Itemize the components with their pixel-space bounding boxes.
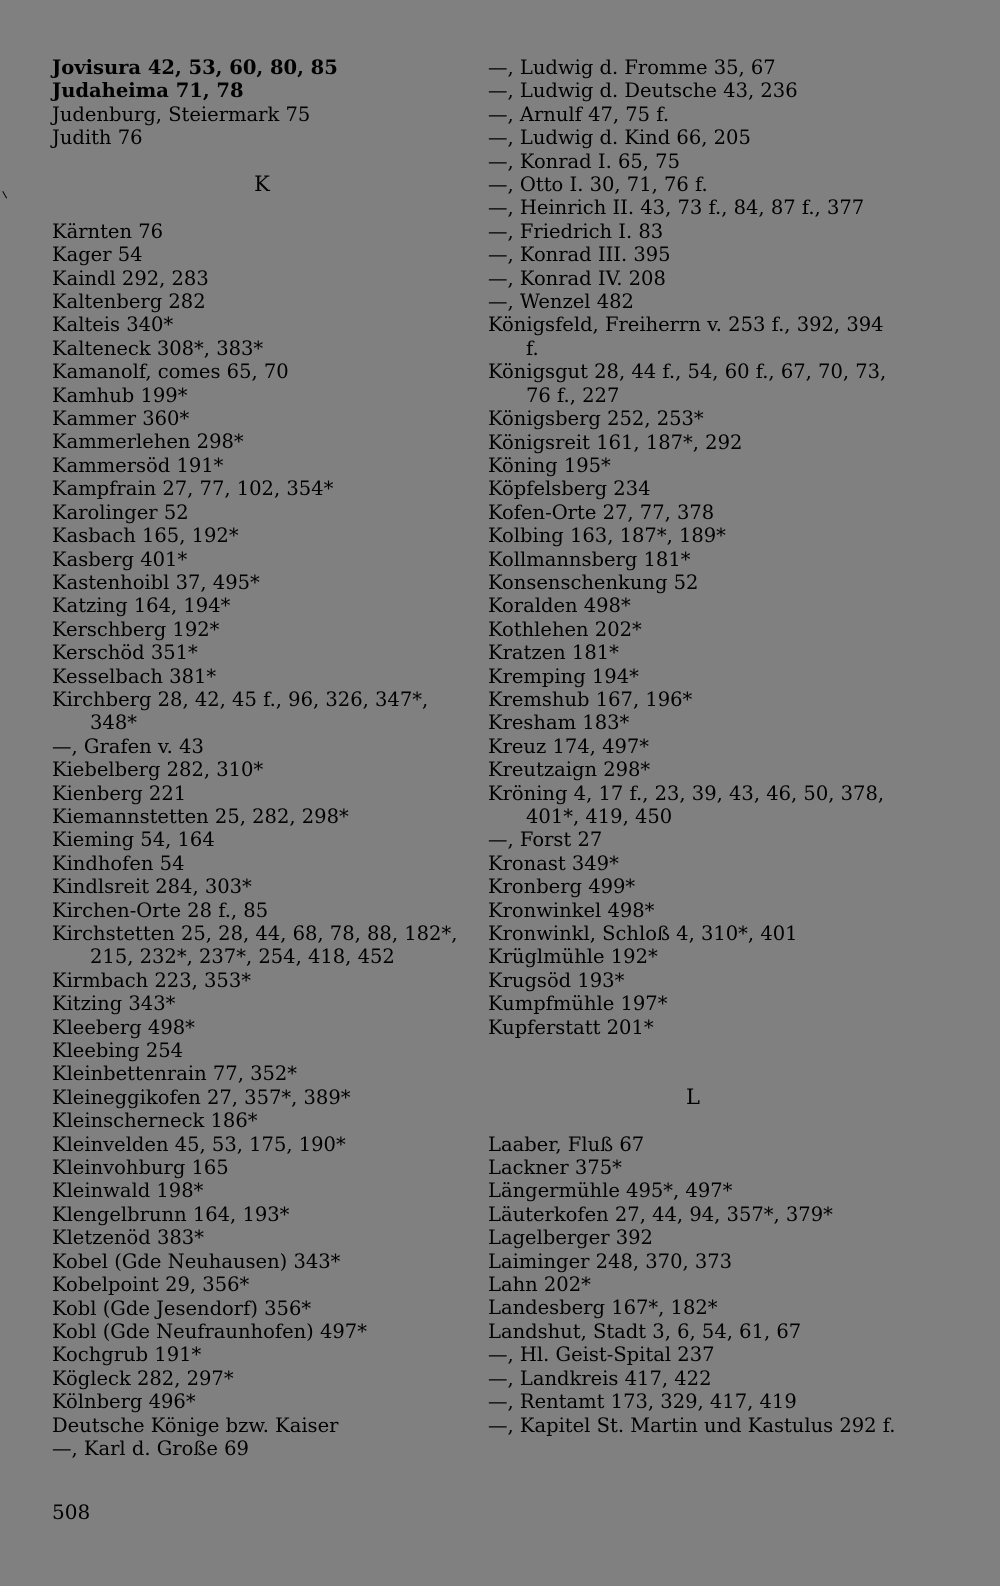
section-letter-k: K <box>254 172 270 197</box>
index-entry: Kleinbettenrain 77, 352* <box>52 1062 298 1086</box>
left-column <box>52 56 472 1460</box>
index-entry: Längermühle 495*, 497* <box>488 1179 733 1203</box>
section-letter-l: L <box>686 1084 700 1109</box>
k-entries-right <box>488 56 898 1039</box>
spacer <box>488 1039 898 1062</box>
index-entry: —, Wenzel 482 <box>488 290 634 314</box>
index-entry: Lahn 202* <box>488 1273 591 1297</box>
index-entry: Kager 54 <box>52 243 143 267</box>
index-entry: Kothlehen 202* <box>488 617 642 641</box>
index-entry: Kronberg 499* <box>488 875 636 899</box>
spacer <box>52 196 472 219</box>
index-entry: Kasbach 165, 192* <box>52 524 239 548</box>
index-entry: Köning 195* <box>488 453 611 477</box>
index-entry: Kaindl 292, 283 <box>52 266 209 290</box>
top-entries <box>52 56 472 150</box>
index-entry: Kastenhoibl 37, 495* <box>52 570 260 594</box>
index-entry: —, Rentamt 173, 329, 417, 419 <box>488 1390 797 1414</box>
index-entry: Laiminger 248, 370, 373 <box>488 1249 733 1273</box>
index-entry: Kitzing 343* <box>52 992 176 1016</box>
index-entry: Kobl (Gde Jesendorf) 356* <box>52 1296 312 1320</box>
index-entry: Kleinvelden 45, 53, 175, 190* <box>52 1132 346 1156</box>
index-entry: —, Forst 27 <box>488 828 603 852</box>
index-entry: Kammersöd 191* <box>52 453 224 477</box>
index-entry: Kremshub 167, 196* <box>488 687 693 711</box>
index-entry: —, Heinrich II. 43, 73 f., 84, 87 f., 377 <box>488 196 865 220</box>
index-entry: —, Hl. Geist-Spital 237 <box>488 1343 715 1367</box>
index-entry: Läuterkofen 27, 44, 94, 357*, 379* <box>488 1202 833 1226</box>
index-entry: Kleinscherneck 186* <box>52 1109 258 1133</box>
index-entry: Judenburg, Steiermark 75 <box>52 102 311 126</box>
index-entry: Kronast 349* <box>488 851 619 875</box>
index-entry: Lackner 375* <box>488 1156 622 1180</box>
index-entry: Köpfelsberg 234 <box>488 477 651 501</box>
index-entry: Kammer 360* <box>52 407 190 431</box>
index-entry: Krugsöd 193* <box>488 968 625 992</box>
index-entry: Judith 76 <box>52 126 143 150</box>
index-entry: Kronwinkel 498* <box>488 898 655 922</box>
index-entry: —, Ludwig d. Fromme 35, 67 <box>488 56 776 79</box>
index-entry: Kamhub 199* <box>52 383 188 407</box>
index-entry: Kratzen 181* <box>488 641 619 665</box>
index-entry: Kirchstetten 25, 28, 44, 68, 78, 88, 182*, 215, 232*, 237*, 254, 418, 452 <box>52 922 458 969</box>
index-entry: Judaheima 71, 78 <box>52 79 244 103</box>
index-entry: Kirchen-Orte 28 f., 85 <box>52 898 269 922</box>
index-entry: Kieming 54, 164 <box>52 828 215 852</box>
index-entry: —, Ludwig d. Kind 66, 205 <box>488 126 751 150</box>
index-entry: Königsberg 252, 253* <box>488 407 704 431</box>
index-entry: Karolinger 52 <box>52 500 189 524</box>
index-entry: Kienberg 221 <box>52 781 187 805</box>
index-entry: Kamanolf, comes 65, 70 <box>52 360 289 384</box>
spacer <box>488 1062 898 1085</box>
index-entry: Kreutzaign 298* <box>488 758 651 782</box>
index-entry: Kreuz 174, 497* <box>488 734 650 758</box>
index-entry: —, Konrad III. 395 <box>488 243 671 267</box>
index-entry: Kobl (Gde Neufraunhofen) 497* <box>52 1319 367 1343</box>
index-entry: Kletzenöd 383* <box>52 1226 204 1250</box>
index-entry: Klengelbrunn 164, 193* <box>52 1202 290 1226</box>
stray-mark <box>2 190 9 199</box>
index-entry: Kobelpoint 29, 356* <box>52 1273 250 1297</box>
index-entry: Kalteneck 308*, 383* <box>52 336 264 360</box>
index-entry: —, Kapitel St. Martin und Kastulus 292 f. <box>488 1413 896 1437</box>
index-entry: Königsgut 28, 44 f., 54, 60 f., 67, 70, 73, 76 f., 227 <box>488 360 887 407</box>
index-entry: Kleineggikofen 27, 357*, 389* <box>52 1085 351 1109</box>
k-entries-left <box>52 220 472 1461</box>
index-entry: Kofen-Orte 27, 77, 378 <box>488 500 715 524</box>
index-entry: Kerschöd 351* <box>52 641 198 665</box>
index-entry: Kärnten 76 <box>52 219 164 243</box>
index-entry: Kölnberg 496* <box>52 1390 196 1414</box>
index-entry: —, Karl d. Große 69 <box>52 1436 249 1460</box>
index-entry: Kammerlehen 298* <box>52 430 244 454</box>
l-entries <box>488 1133 898 1437</box>
index-entry: Kirmbach 223, 353* <box>52 968 251 992</box>
index-entry: Kiemannstetten 25, 282, 298* <box>52 804 349 828</box>
index-entry: Kumpfmühle 197* <box>488 992 668 1016</box>
index-entry: Krüglmühle 192* <box>488 945 658 969</box>
index-entry: Kochgrub 191* <box>52 1343 202 1367</box>
index-entry: Laaber, Fluß 67 <box>488 1132 645 1156</box>
page-number: 508 <box>52 1500 91 1524</box>
spacer <box>488 1109 898 1132</box>
index-entry: Koralden 498* <box>488 594 631 618</box>
index-entry: Kögleck 282, 297* <box>52 1366 234 1390</box>
index-entry: Kleeberg 498* <box>52 1015 195 1039</box>
index-entry: Kleinvohburg 165 <box>52 1156 229 1180</box>
index-entry: Kalteis 340* <box>52 313 174 337</box>
index-entry: Königsreit 161, 187*, 292 <box>488 430 743 454</box>
index-entry: Kasberg 401* <box>52 547 188 571</box>
index-entry: Kröning 4, 17 f., 23, 39, 43, 46, 50, 378, 401*, 419, 450 <box>488 781 885 828</box>
index-entry: —, Konrad I. 65, 75 <box>488 149 680 173</box>
index-entry: Kresham 183* <box>488 711 630 735</box>
index-entry: Katzing 164, 194* <box>52 594 231 618</box>
right-column <box>488 56 898 1437</box>
index-entry: Kesselbach 381* <box>52 664 217 688</box>
spacer <box>52 150 472 173</box>
index-entry: Kaltenberg 282 <box>52 290 206 314</box>
index-entry: —, Landkreis 417, 422 <box>488 1366 712 1390</box>
index-entry: Kronwinkl, Schloß 4, 310*, 401 <box>488 922 798 946</box>
index-entry: Kindhofen 54 <box>52 851 185 875</box>
index-entry: Kindlsreit 284, 303* <box>52 875 252 899</box>
index-entry: Deutsche Könige bzw. Kaiser <box>52 1413 339 1437</box>
index-entry: Königsfeld, Freiherrn v. 253 f., 392, 394 f. <box>488 313 884 360</box>
index-entry: Jovisura 42, 53, 60, 80, 85 <box>52 56 338 79</box>
index-entry: —, Konrad IV. 208 <box>488 266 666 290</box>
index-entry: Kupferstatt 201* <box>488 1015 654 1039</box>
index-entry: Landshut, Stadt 3, 6, 54, 61, 67 <box>488 1319 802 1343</box>
index-entry: —, Ludwig d. Deutsche 43, 236 <box>488 79 798 103</box>
index-entry: Konsenschenkung 52 <box>488 570 699 594</box>
index-entry: —, Friedrich I. 83 <box>488 219 664 243</box>
index-entry: Kremping 194* <box>488 664 639 688</box>
index-entry: Kollmannsberg 181* <box>488 547 691 571</box>
index-entry: —, Otto I. 30, 71, 76 f. <box>488 173 708 197</box>
index-entry: Kiebelberg 282, 310* <box>52 758 264 782</box>
index-entry: Kolbing 163, 187*, 189* <box>488 524 726 548</box>
index-entry: Kirchberg 28, 42, 45 f., 96, 326, 347*, 348* <box>52 687 429 735</box>
index-entry: Lagelberger 392 <box>488 1226 653 1250</box>
index-entry: Kampfrain 27, 77, 102, 354* <box>52 477 334 501</box>
index-entry: Kleebing 254 <box>52 1039 184 1063</box>
index-entry: Landesberg 167*, 182* <box>488 1296 718 1320</box>
index-entry: —, Arnulf 47, 75 f. <box>488 102 670 126</box>
index-entry: Kleinwald 198* <box>52 1179 204 1203</box>
index-entry: Kerschberg 192* <box>52 617 220 641</box>
index-entry: Kobel (Gde Neuhausen) 343* <box>52 1249 341 1273</box>
index-entry: —, Grafen v. 43 <box>52 734 204 758</box>
